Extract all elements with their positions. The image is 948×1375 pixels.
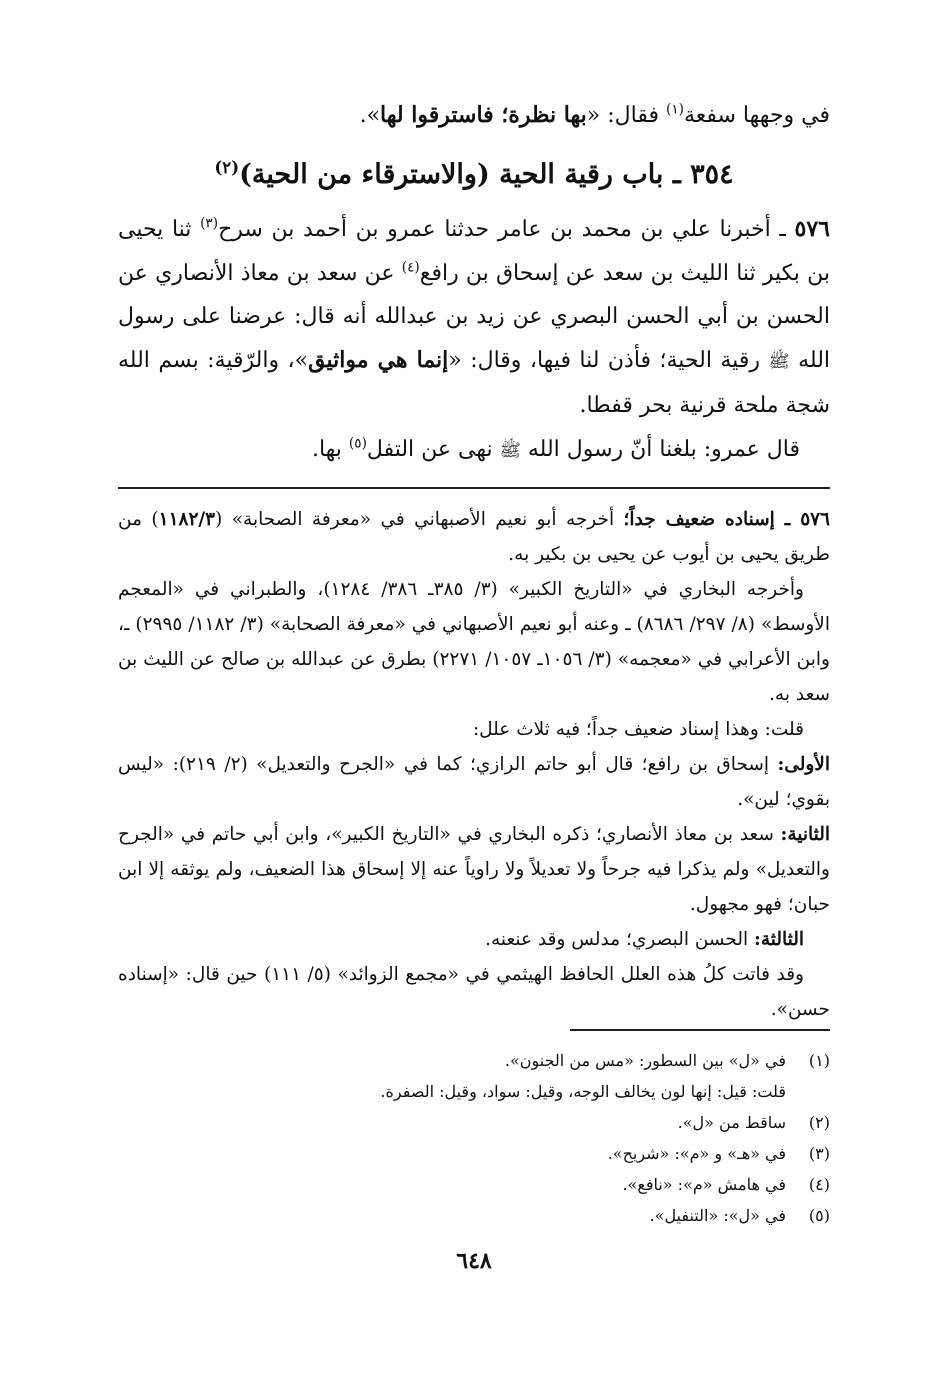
matn-text: »، والرّقية: بسم الله شجة ملحة قرنية بحر قفطا.	[118, 347, 830, 418]
footnote	[118, 1169, 830, 1200]
chapter-title: ٣٥٤ ـ باب رقية الحية (والاسترقاء من الحية)	[239, 159, 734, 190]
footnote-text: قلت: قيل: إنها لون يخالف الوجه، وقيل: سواد، وقيل: الصفرة.	[380, 1082, 786, 1101]
commentary-paragraph	[118, 957, 830, 1027]
continuation-text: فقال: «	[586, 103, 666, 128]
footnote-number: (٣)	[808, 1144, 830, 1163]
footnote-marker: (٢)	[214, 157, 240, 177]
commentary-paragraph	[118, 922, 830, 957]
commentary-text: أخرجه أبو نعيم الأصبهاني في «معرفة الصحابة» (	[215, 509, 624, 530]
footnote-number: (٤)	[808, 1175, 830, 1194]
matn-text: قال عمرو: بلغنا أنّ رسول الله	[520, 436, 800, 462]
matn-text: رقية الحية؛ فأذن لنا فيها، وقال: «	[448, 347, 769, 373]
commentary-paragraph	[118, 502, 830, 572]
footnote-continuation	[118, 1076, 830, 1107]
footnote-number: (١)	[808, 1051, 830, 1070]
commentary-paragraph	[118, 572, 830, 712]
footnote-text: في «هـ» و «م»: «شريح».	[607, 1144, 786, 1163]
footnote-text: في «ل» بين السطور: «مس من الجنون».	[504, 1051, 786, 1070]
hadith-number: ٥٧٦	[800, 509, 830, 530]
footnote-marker: (٥)	[348, 435, 367, 452]
footnotes	[118, 1045, 830, 1231]
commentary-text: إسحاق بن رافع؛ قال أبو حاتم الرازي؛ كما في «الجرح والتعديل» (٢/ ٢١٩): «ليس بقوي؛ لين».	[118, 754, 830, 810]
defect-heading: الثانية:	[780, 824, 830, 845]
matn-text: بها.	[311, 436, 349, 462]
footnote-marker: (١)	[665, 101, 684, 118]
footnote-number: (٥)	[808, 1206, 830, 1225]
commentary-text: وأخرجه البخاري في «التاريخ الكبير» (٣/ ٣٨٥ـ ٣٨٦/ ١٢٨٤)، والطبراني في «المعجم الأوسط» (٨/ ٢٩٧/ ٨٦٨٦) ـ وعنه أبو نعيم الأصبهاني في «معرفة الصحابة» (٣/ ١١٨٢/ ٢٩٩٥) ـ، وابن الأعرابي في «معجمه» (٣/ ١٠٥٦ـ ١٠٥٧/ ٢٢٧١) بطرق عن عبدالله بن صالح عن الليث بن سعد به.	[118, 579, 830, 705]
footnote-number: (٢)	[808, 1113, 830, 1132]
continuation-line	[118, 95, 830, 136]
matn-text: عن سعد بن معاذ الأنصاري عن الحسن بن أبي الحسن البصري عن زيد بن عبدالله أنه قال: عرضنا على رسول الله	[118, 260, 831, 373]
reference-number: ١١٨٢/٣	[158, 509, 216, 530]
prophetic-quote: إنما هي مواثيق	[308, 346, 449, 373]
prophetic-quote: بها نظرة؛ فاسترقوا لها	[380, 102, 587, 128]
commentary-paragraph	[118, 712, 830, 747]
grading-heading: ـ إسناده ضعيف جداً؛	[623, 509, 801, 530]
continuation-text: ».	[359, 103, 381, 128]
page-number: ٦٤٨	[456, 1248, 492, 1274]
hadith-number: ٥٧٦	[794, 216, 830, 242]
isnad-text: ـ أخبرنا علي بن محمد بن عامر حدثنا عمرو بن أحمد بن سرح	[218, 217, 795, 242]
commentary-paragraph	[118, 747, 830, 817]
matn-text: نهى عن التفل	[366, 436, 500, 462]
footnote	[118, 1107, 830, 1138]
defect-heading: الثالثة:	[754, 929, 804, 950]
footnote	[118, 1045, 830, 1076]
footnote-text: ساقط من «ل».	[677, 1113, 786, 1132]
footnote	[118, 1138, 830, 1169]
continuation-text: في وجهها سفعة	[683, 103, 830, 128]
footnote-text: في «ل»: «التنفيل».	[649, 1206, 786, 1225]
isnad-text: ثنا يحيى بن بكير ثنا الليث بن سعد عن إسحاق بن رافع	[118, 217, 830, 286]
commentary-text: قلت: وهذا إسناد ضعيف جداً؛ فيه ثلاث علل:	[472, 719, 804, 740]
commentary-text: سعد بن معاذ الأنصاري؛ ذكره البخاري في «التاريخ الكبير»، وابن أبي حاتم في «الجرح والتعديل» ولم يذكرا فيه جرحاً ولا تعديلاً ولا راوياً عنه إلا إسحاق هذا الضعيف، ولم يوثقه إلا ابن حبان؛ فهو مجهول.	[118, 824, 830, 915]
footnote-divider	[570, 1029, 830, 1031]
hadith-paragraph	[118, 208, 830, 428]
chapter-heading	[118, 150, 830, 200]
defect-heading: الأولى:	[777, 754, 830, 775]
takhrij-commentary	[118, 502, 830, 1027]
commentary-text: ) من طريق يحيى بن أيوب عن يحيى بن بكير به.	[118, 509, 830, 565]
commentary-text: الحسن البصري؛ مدلس وقد عنعنه.	[485, 929, 755, 950]
salutation-glyph: ﷺ	[768, 351, 790, 372]
hadith-text	[118, 208, 830, 473]
footnote-text: في هامش «م»: «نافع».	[622, 1175, 786, 1194]
hadith-paragraph	[118, 428, 830, 474]
salutation-glyph: ﷺ	[499, 440, 521, 461]
footnote-marker: (٣)	[200, 215, 219, 232]
commentary-text: وقد فاتت كلُ هذه العلل الحافظ الهيثمي في «مجمع الزوائد» (٥/ ١١١) حين قال: «إسناده حسن».	[118, 964, 830, 1020]
footnote-marker: (٤)	[401, 259, 420, 276]
footnote	[118, 1200, 830, 1231]
commentary-paragraph	[118, 817, 830, 922]
section-divider	[118, 487, 830, 489]
